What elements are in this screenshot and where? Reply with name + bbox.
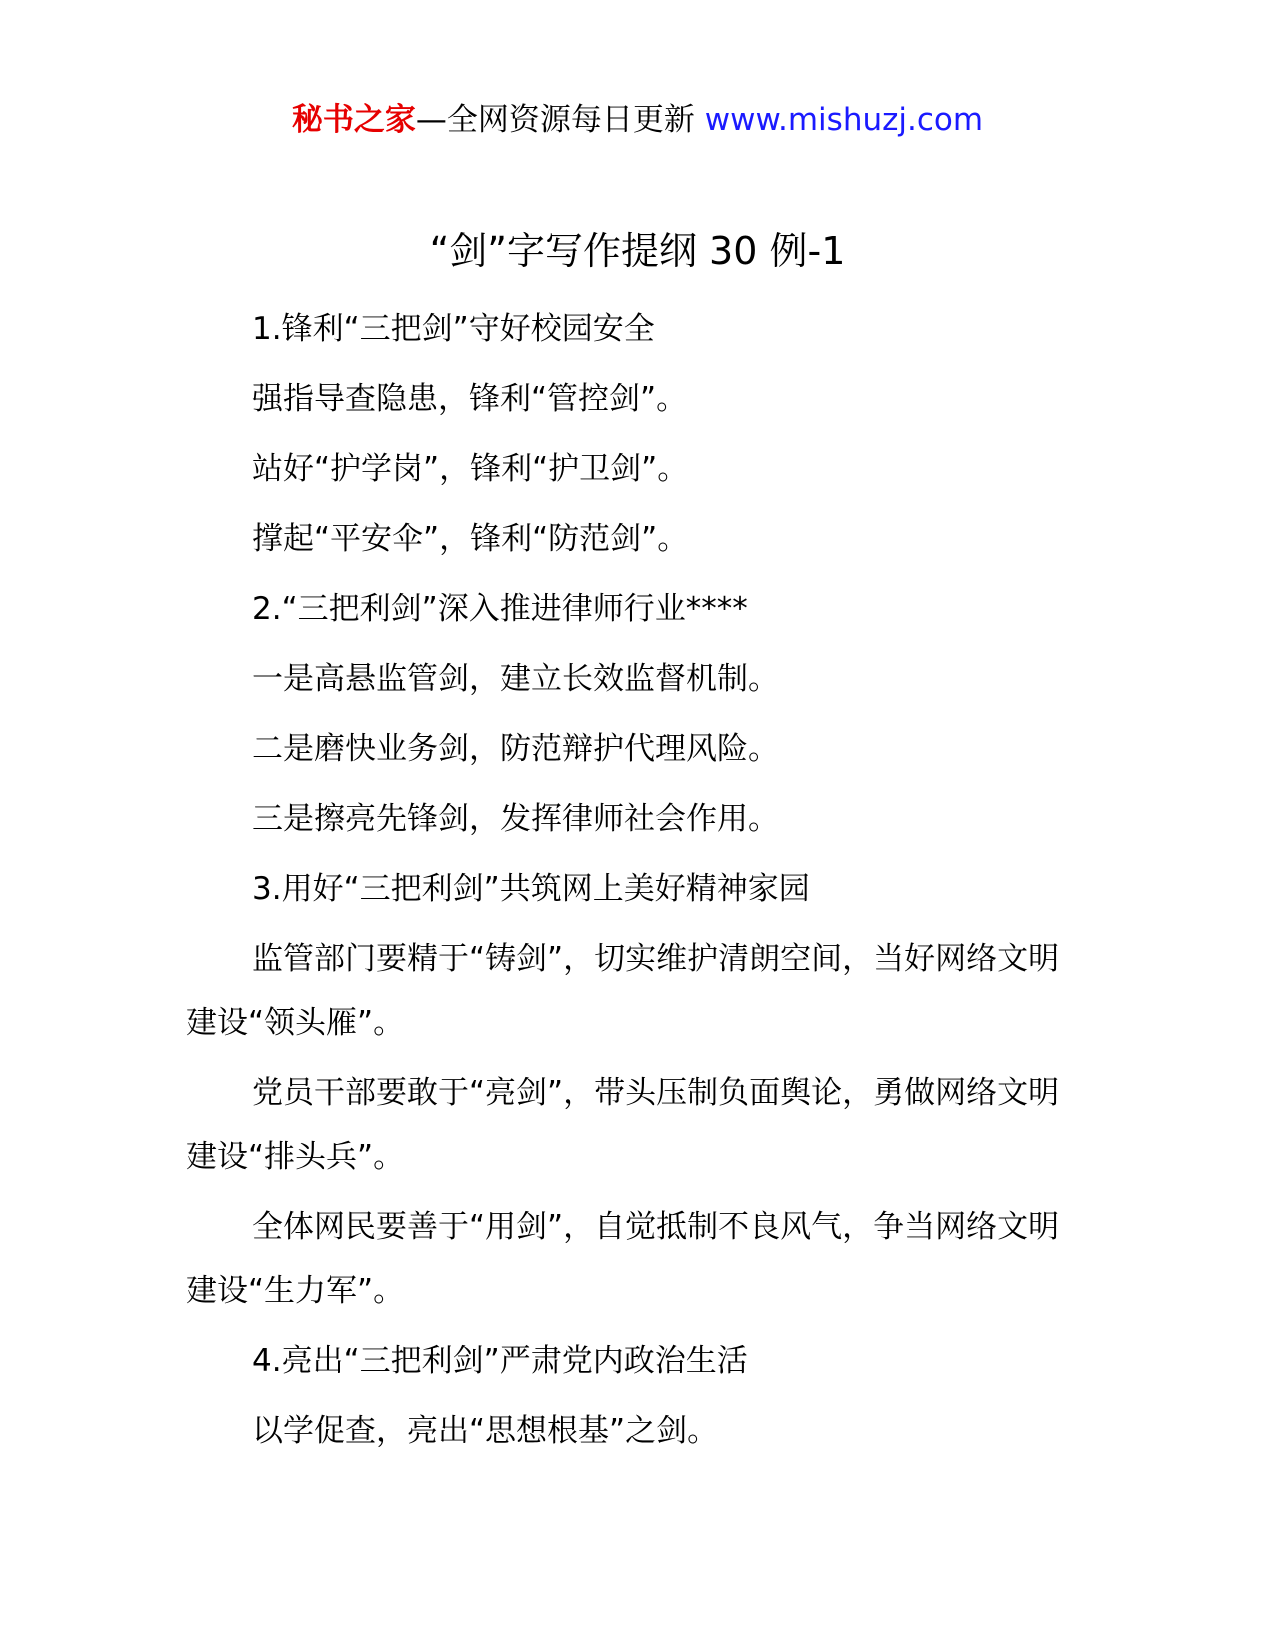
section-heading-2: 2.“三把利剑”深入推进律师行业****	[252, 591, 748, 627]
document-body	[186, 297, 1086, 1469]
section-heading-1: 1.锋利“三把剑”守好校园安全	[252, 311, 655, 347]
paragraph: 监管部门要精于“铸剑”，切实维护清朗空间，当好网络文明建设“领头雁”。	[186, 941, 1060, 1041]
paragraph: 强指导查隐患，锋利“管控剑”。	[252, 381, 688, 417]
website-link[interactable]: www.mishuzj.com	[704, 102, 984, 138]
section-heading-4: 4.亮出“三把利剑”严肃党内政治生活	[252, 1343, 748, 1379]
page-header	[0, 98, 1275, 142]
section-heading-3: 3.用好“三把利剑”共筑网上美好精神家园	[252, 871, 810, 907]
paragraph: 党员干部要敢于“亮剑”，带头压制负面舆论，勇做网络文明建设“排头兵”。	[186, 1075, 1060, 1175]
paragraph: 站好“护学岗”，锋利“护卫剑”。	[252, 451, 689, 487]
paragraph: 以学促查，亮出“思想根基”之剑。	[252, 1413, 719, 1449]
document-title: “剑”字写作提纲 30 例-1	[429, 229, 846, 273]
brand-name: 秘书之家	[291, 102, 416, 138]
paragraph: 一是高悬监管剑，建立长效监督机制。	[252, 661, 779, 697]
paragraph: 撑起“平安伞”，锋利“防范剑”。	[252, 521, 689, 557]
paragraph: 三是擦亮先锋剑，发挥律师社会作用。	[252, 801, 779, 837]
paragraph: 二是磨快业务剑，防范辩护代理风险。	[252, 731, 779, 767]
paragraph: 全体网民要善于“用剑”，自觉抵制不良风气，争当网络文明建设“生力军”。	[186, 1209, 1060, 1309]
header-tagline: —全网资源每日更新	[415, 102, 695, 138]
